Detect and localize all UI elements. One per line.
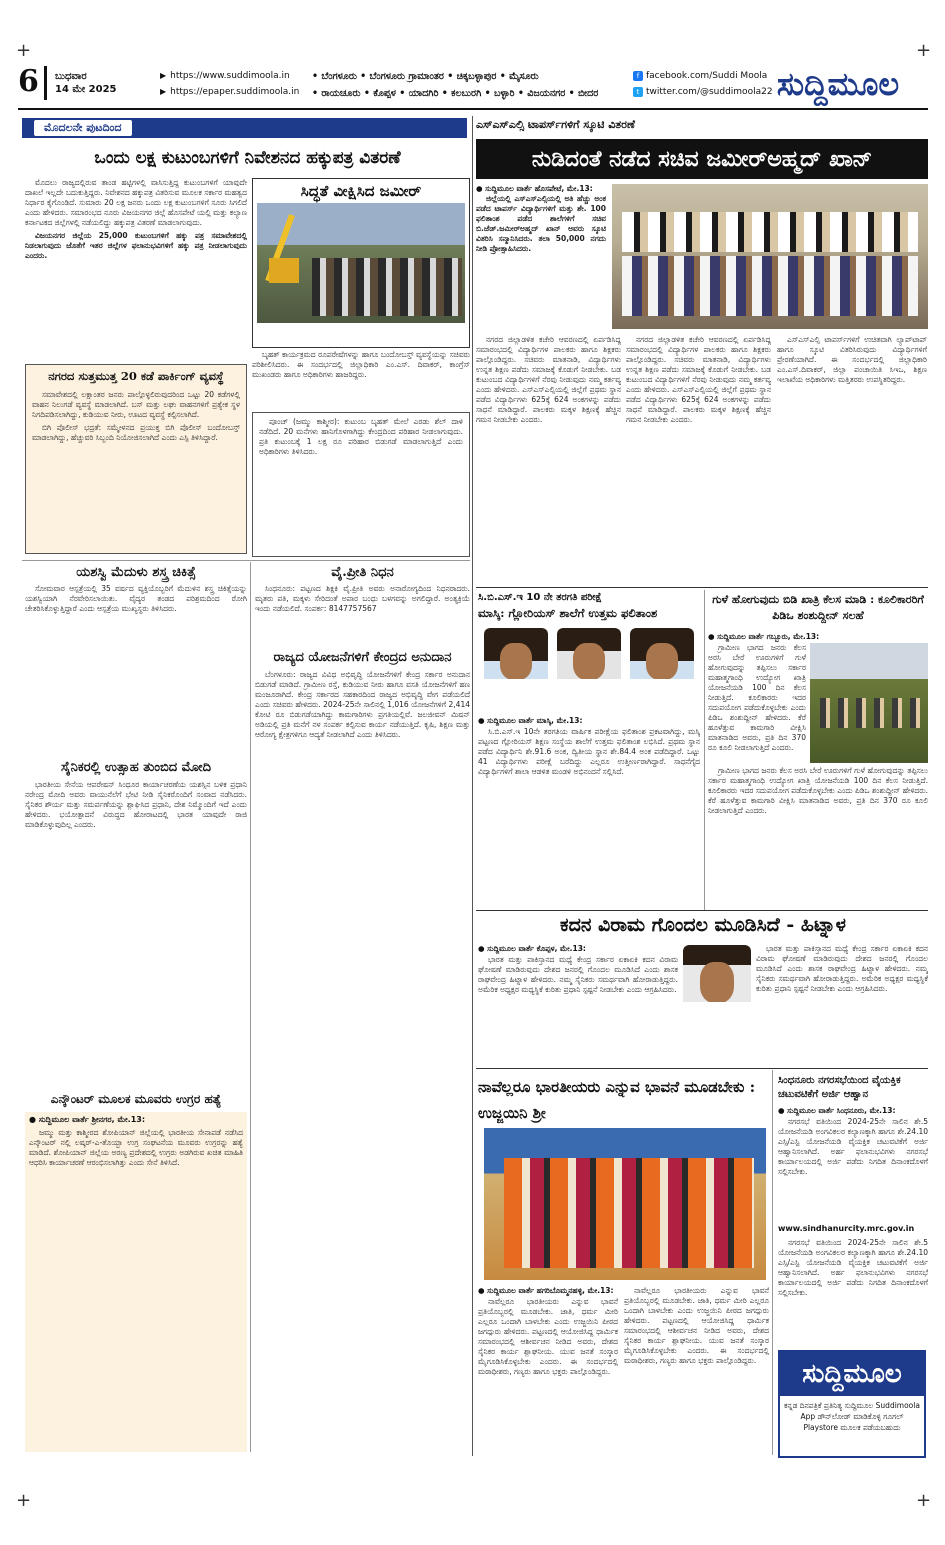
grant-headline: ರಾಜ್ಯದ ಯೋಜನೆಗಳಿಗೆ ಕೇಂದ್ರದ ಅನುದಾನ	[273, 650, 452, 665]
facebook-icon: f	[633, 71, 643, 81]
column-divider	[772, 1070, 773, 1455]
page-number-divider	[44, 66, 47, 100]
page-center-divider	[472, 116, 473, 1456]
arrow-icon: ▶	[160, 71, 167, 80]
cbse-kicker: ಸಿ.ಬಿ.ಎಸ್.ಇ 10 ನೇ ತರಗತಿ ಪರೀಕ್ಷೆ	[478, 592, 602, 603]
sindhanur-body-b: ನಗರಸಭೆ ವತಿಯಿಂದ 2024-25ನೇ ಸಾಲಿನ ಶೇ.5 ಯೋಜನೆಯಡಿ ಅಂಗವಿಕಲರ ಕಲ್ಯಾಣಕ್ಕಾಗಿ ಹಾಗೂ ಶೇ.24.10 ಎಸ್ಸಿ/ಎಸ್ಟಿ ಯೋಜನೆಯಡಿ ವೈಯಕ್ತಿಕ ಚಟುವಟಿಕೆಗೆ ಅರ್ಜಿ ಆಹ್ವಾನಿಸಲಾಗಿದೆ. ಅರ್ಹ ಫಲಾನುಭವಿಗಳು ನಗರಸಭೆ ಕಾರ್ಯಾಲಯದಲ್ಲಿ ಅರ್ಜಿ ಪಡೆದು ನಿಗದಿತ ದಿನಾಂಕದೊಳಗೆ ಸಲ್ಲಿಸಬೇಕು.	[778, 1238, 928, 1297]
dignitaries-row	[622, 212, 918, 252]
main-byline: ● ಸುದ್ದಿಮೂಲ ವಾರ್ತೆ ಹೊಸಪೇಟೆ, ಮೇ.13:	[476, 184, 593, 193]
ujjaini-photo	[484, 1128, 766, 1280]
grant-body: ಬೆಂಗಳೂರು: ರಾಜ್ಯದ ವಿವಿಧ ಅಭಿವೃದ್ಧಿ ಯೋಜನೆಗಳಿಗೆ ಕೇಂದ್ರ ಸರ್ಕಾರ ಅನುದಾನ ಬಿಡುಗಡೆ ಮಾಡಿದೆ. ಗ್ರಾಮೀಣ ರಸ್ತೆ, ಕುಡಿಯುವ ನೀರು ಹಾಗೂ ವಸತಿ ಯೋಜನೆಗಳಿಗೆ ಹಣ ಮಂಜೂರಾಗಿದೆ. ಕೇಂದ್ರ ಸರ್ಕಾರದ ಸಹಕಾರದಿಂದ ರಾಜ್ಯದ ಅಭಿವೃದ್ಧಿ ವೇಗ ಪಡೆಯಲಿದೆ ಎಂದು ಸಚಿವರು ಹೇಳಿದರು. 2024-25ನೇ ಸಾಲಿನಲ್ಲಿ 1,016 ಯೋಜನೆಗಳಿಗೆ 2,414 ಕೋಟಿ ರೂ ಬಿಡುಗಡೆಯಾಗಿದ್ದು ಕಾಮಗಾರಿಗಳು ಪ್ರಗತಿಯಲ್ಲಿವೆ. ಜಲಜೀವನ್ ಮಿಷನ್ ಅಡಿಯಲ್ಲಿ ಪ್ರತಿ ಮನೆಗೆ ನಳ ಸಂಪರ್ಕ ಕಲ್ಪಿಸುವ ಕಾರ್ಯ ನಡೆಯುತ್ತಿದೆ. ಕೃಷಿ, ಶಿಕ್ಷಣ ಮತ್ತು ಆರೋಗ್ಯ ಕ್ಷೇತ್ರಗಳಿಗೂ ಆದ್ಯತೆ ನೀಡಲಾಗಿದೆ ಎಂದು ತಿಳಿಸಿದರು.	[255, 670, 470, 739]
ceasefire-body-b: ಭಾರತ ಮತ್ತು ಪಾಕಿಸ್ತಾನದ ಮಧ್ಯೆ ಕೇಂದ್ರ ಸರ್ಕಾರ ಏಕಾಏಕಿ ಕದನ ವಿರಾಮ ಘೋಷಣೆ ಮಾಡಿರುವುದು ದೇಶದ ಜನರಲ್ಲಿ ಗೊಂದಲ ಮೂಡಿಸಿದೆ ಎಂದು ಶಾಸಕ ರಾಘವೇಂದ್ರ ಹಿಟ್ನಾಳ ಹೇಳಿದರು. ನಮ್ಮ ಸೈನಿಕರು ಸಮರ್ಥವಾಗಿ ಹೋರಾಡುತ್ತಿದ್ದರು. ಅಮೆರಿಕ ಅಧ್ಯಕ್ಷರ ಮಧ್ಯಸ್ಥಿಕೆ ಕುರಿತು ಪ್ರಧಾನಿ ಸ್ಪಷ್ಟನೆ ನೀಡಬೇಕು ಎಂದು ಆಗ್ರಹಿಸಿದರು.	[756, 944, 928, 993]
twitter-icon: t	[633, 87, 643, 97]
crane-body	[269, 258, 299, 283]
date-label: 14 ಮೇ 2025	[55, 84, 117, 95]
poonch-box	[252, 412, 470, 557]
crop-mark: +	[16, 1490, 32, 1511]
divider	[476, 910, 928, 911]
divider	[22, 560, 470, 561]
obituary-headline: ವೈ.ಪ್ರೀತಿ ನಿಧನ	[331, 565, 394, 580]
epaper-link[interactable]: ▶ https://epaper.suddimoola.in	[160, 87, 300, 97]
crop-mark: +	[916, 1490, 932, 1511]
twitter-link[interactable]: t twitter.com/@suddimoola22	[633, 84, 773, 100]
mgnrega-byline: ● ಸುದ್ದಿಮೂಲ ವಾರ್ತೆ ಗಬ್ಬೂರು, ಮೇ.13:	[708, 632, 820, 641]
city-row-1: • ಬೆಂಗಳೂರು • ಬೆಂಗಳೂರು ಗ್ರಾಮಾಂತರ • ಚಿಕ್ಕಬಳ್ಳಾಪುರ • ಮೈಸೂರು	[312, 71, 539, 82]
parking-box	[25, 364, 247, 554]
topper-photos	[478, 624, 700, 714]
photo-caption: ಬೃಹತ್ ಕಾರ್ಯಕ್ರಮದ ರೂಪರೇಷೆಗಳನ್ನು ಹಾಗೂ ಬಂದೋಬಸ್ತ್ ವ್ಯವಸ್ಥೆಯನ್ನು ಸಚಿವರು ಪರಿಶೀಲಿಸಿದರು. ಈ ಸಂದರ್ಭದಲ್ಲಿ ಜಿಲ್ಲಾಧಿಕಾರಿ ಎಂ.ಎಸ್. ದಿವಾಕರ್, ಕಾಂಗ್ರೆಸ್ ಮುಖಂಡರು ಹಾಗೂ ಅಧಿಕಾರಿಗಳು ಹಾಜರಿದ್ದರು.	[252, 350, 470, 379]
sindhanur-headline: ಸಿಂಧನೂರು ನಗರಸಭೆಯಿಂದ ವೈಯಕ್ತಿಕ ಚಟುವಟಿಕೆಗೆ ಅರ್ಜಿ ಆಹ್ವಾನ	[778, 1075, 901, 1100]
surgery-headline: ಯಶಸ್ವಿ ಮೆದುಳು ಶಸ್ತ್ರ ಚಿಕಿತ್ಸೆ	[76, 565, 196, 580]
page-number: 6	[18, 64, 39, 99]
sindhanur-byline: ● ಸುದ್ದಿಮೂಲ ವಾರ್ತೆ ಸಿಂಧನೂರು, ಮೇ.13:	[778, 1106, 896, 1115]
ad-logo: ಸುದ್ದಿಮೂಲ	[780, 1352, 924, 1396]
ujjaini-headline: ನಾವೆಲ್ಲರೂ ಭಾರತೀಯರು ಎನ್ನುವ ಭಾವನೆ ಮೂಡಬೇಕು : ಉಜ್ಜಯಿನಿ ಶ್ರೀ	[478, 1078, 756, 1122]
date-block	[55, 70, 117, 96]
social-links	[633, 68, 773, 100]
right-kicker: ಎಸ್ಎಸ್ಎಲ್ಸಿ ಟಾಪರ್ಸ್‌ಗಳಿಗೆ ಸ್ಕೂಟಿ ವಿತರಣೆ	[476, 118, 635, 131]
students-row	[622, 256, 918, 316]
main-lead: ಜಿಲ್ಲೆಯಲ್ಲಿ ಎಸ್ಎಸ್ಎಲ್ಸಿಯಲ್ಲಿ ಅತಿ ಹೆಚ್ಚು ಅಂಕ ಪಡೆದ ಟಾಪರ್ಸ್ ವಿದ್ಯಾರ್ಥಿಗಳಿಗೆ ಮತ್ತು ಶೇ. 100 ಫಲಿತಾಂಶ ಪಡೆದ ಶಾಲೆಗಳಿಗೆ ಸಚಿವ ಬಿ.ಜೆಡ್.ಜಮೀರ್‌ಅಹ್ಮದ್ ಖಾನ್ ಅವರು ಸ್ಕೂಟಿ ವಿತರಿಸಿ ಸನ್ಮಾನಿಸಿದರು. ತಲಾ 50,000 ನಗದು ನೀಡಿ ಪ್ರೋತ್ಸಾಹಿಸಿದರು.	[476, 194, 606, 253]
parking-headline: ನಗರದ ಸುತ್ತಮುತ್ತ 20 ಕಡೆ ಪಾರ್ಕಿಂಗ್ ವ್ಯವಸ್ಥೆ	[48, 369, 224, 383]
workers	[820, 698, 920, 728]
masthead-rule	[18, 108, 928, 110]
ceasefire-headline: ಕದನ ವಿರಾಮ ಗೊಂದಲ ಮೂಡಿಸಿದೆ - ಹಿಟ್ನಾಳ	[560, 914, 846, 936]
section-kicker: ಮೊದಲನೇ ಪುಟದಿಂದ	[22, 118, 467, 138]
column-divider	[704, 590, 705, 910]
parking-body: ಸಮಾವೇಶದಲ್ಲಿ ಲಕ್ಷಾಂತರ ಜನರು ಪಾಲ್ಗೊಳ್ಳಲಿರುವುದರಿಂದ ಒಟ್ಟು 20 ಕಡೆಗಳಲ್ಲಿ ವಾಹನ ನಿಲುಗಡೆ ವ್ಯವಸ್ಥೆ ಮಾಡಲಾಗಿದೆ. ಬಸ್ ಮತ್ತು ಲಘು ವಾಹನಗಳಿಗೆ ಪ್ರತ್ಯೇಕ ಸ್ಥಳ ನಿಗದಿಪಡಿಸಲಾಗಿದ್ದು, ಕುಡಿಯುವ ನೀರು, ಊಟದ ವ್ಯವಸ್ಥೆ ಕಲ್ಪಿಸಲಾಗಿದೆ. ಬಿಗಿ ಪೊಲೀಸ್ ಭದ್ರತೆ: ಸಮ್ಮೇಳನದ ಪ್ರಯುಕ್ತ ಬಿಗಿ ಪೊಲೀಸ್ ಬಂದೋಬಸ್ತ್ ಮಾಡಲಾಗಿದ್ದು, ಹೆಚ್ಚುವರಿ ಸಿಬ್ಬಂದಿ ನಿಯೋಜಿಸಲಾಗಿದೆ ಎಂದು ಎಸ್ಪಿ ತಿಳಿಸಿದ್ದಾರೆ.	[32, 390, 240, 442]
mgnrega-photo	[810, 643, 928, 763]
website-link[interactable]: ▶ https://www.suddimoola.in	[160, 71, 290, 81]
main-body-col1: ನಗರದ ಜಿಲ್ಲಾಡಳಿತ ಕಚೇರಿ ಆವರಣದಲ್ಲಿ ಏರ್ಪಡಿಸಿದ್ದ ಸಮಾರಂಭದಲ್ಲಿ ವಿದ್ಯಾರ್ಥಿಗಳ ಪಾಲಕರು ಹಾಗೂ ಶಿಕ್ಷಕರು ಪಾಲ್ಗೊಂಡಿದ್ದರು. ಸಚಿವರು ಮಾತನಾಡಿ, ವಿದ್ಯಾರ್ಥಿಗಳು ಉನ್ನತ ಶಿಕ್ಷಣ ಪಡೆದು ಸಮಾಜಕ್ಕೆ ಕೊಡುಗೆ ನೀಡಬೇಕು. ಬಡ ಕುಟುಂಬದ ವಿದ್ಯಾರ್ಥಿಗಳಿಗೆ ನೆರವು ನೀಡುವುದು ನಮ್ಮ ಕರ್ತವ್ಯ ಎಂದು ಹೇಳಿದರು. ಎಸ್ಎಸ್ಎಲ್ಸಿಯಲ್ಲಿ ಜಿಲ್ಲೆಗೆ ಪ್ರಥಮ ಸ್ಥಾನ ಪಡೆದ ವಿದ್ಯಾರ್ಥಿಗಳು 625ಕ್ಕೆ 624 ಅಂಕಗಳನ್ನು ಪಡೆದು ಸಾಧನೆ ಮಾಡಿದ್ದಾರೆ. ಪಾಲಕರು ಮಕ್ಕಳ ಶಿಕ್ಷಣಕ್ಕೆ ಹೆಚ್ಚಿನ ಗಮನ ನೀಡಬೇಕು ಎಂದರು.	[476, 335, 621, 424]
news-photo	[257, 203, 465, 323]
seers-group	[504, 1158, 754, 1268]
right-main-headline: ನುಡಿದಂತೆ ನಡೆದ ಸಚಿವ ಜಮೀರ್‌ಅಹ್ಮದ್ ಖಾನ್	[476, 139, 928, 179]
encounter-body: ಜಮ್ಮು ಮತ್ತು ಕಾಶ್ಮೀರದ ಶೋಪಿಯಾನ್ ಜಿಲ್ಲೆಯಲ್ಲಿ ಭಾರತೀಯ ಸೇನಾಪಡೆ ನಡೆಸಿದ ಎನ್ಕೌಂಟರ್ ನಲ್ಲಿ ಲಷ್ಕರ್-ಎ-ತೊಯ್ಬಾ ಉಗ್ರ ಸಂಘಟನೆಯ ಮೂವರು ಉಗ್ರರನ್ನು ಹತ್ಯೆ ಮಾಡಿದೆ. ಶೋಪಿಯಾನ್ ಜಿಲ್ಲೆಯ ಅರಣ್ಯ ಪ್ರದೇಶದಲ್ಲಿ ಉಗ್ರರು ಅಡಗಿರುವ ಖಚಿತ ಮಾಹಿತಿ ಆಧರಿಸಿ ಕಾರ್ಯಾಚರಣೆ ಆರಂಭಿಸಲಾಗಿತ್ತು ಎಂದು ಸೇನೆ ತಿಳಿಸಿದೆ.	[29, 1128, 243, 1167]
obituary-body: ಸಿಂಧನೂರು: ಪಟ್ಟಣದ ಶಿಕ್ಷಕಿ ವೈ.ಪ್ರೀತಿ ಅವರು ಅನಾರೋಗ್ಯದಿಂದ ನಿಧನರಾದರು. ಮೃತರು ಪತಿ, ಮಕ್ಕಳು ಸೇರಿದಂತೆ ಅಪಾರ ಬಂಧು ಬಳಗವನ್ನು ಅಗಲಿದ್ದಾರೆ. ಅಂತ್ಯಕ್ರಿಯೆ ಇಂದು ನಡೆಯಲಿದೆ. ಸಂಪರ್ಕ: 8147757567	[255, 584, 470, 613]
story1-body: ಮೊದಲು ರಾಜ್ಯದಲ್ಲಿರುವ ತಾಂಡ ಹಟ್ಟಿಗಳಲ್ಲಿ ವಾಸಿಸುತ್ತಿದ್ದ ಕುಟುಂಬಗಳಿಗೆ ಯಾವುದೇ ದಾಖಲೆ ಇಲ್ಲದೇ ಬದುಕುತ್ತಿದ್ದರು. ನಿವೇಶನದ ಹಕ್ಕುಪತ್ರ ವಿತರಿಸುವ ಮೂಲಕ ಸರ್ಕಾರ ಮಹತ್ವದ ನಿರ್ಧಾರ ಕೈಗೊಂಡಿದೆ. ಸುಮಾರು 20 ಲಕ್ಷ ಜನರು ಒಂದು ಲಕ್ಷ ಕುಟುಂಬಗಳಿಗೆ ಸೂರು ಸಿಗಲಿದೆ ಎಂದು ಹೇಳಿದರು. ಸಮಾರಂಭದ ನೂರು ವಿಜಯನಗರ ಜಿಲ್ಲೆ ಹೊಸಪೇಟೆ ಯಲ್ಲಿ ಮತ್ತು ಕಲ್ಯಾಣ ಕರ್ನಾಟಕದ ಜಿಲ್ಲೆಗಳಲ್ಲಿ ನಡೆಯಲಿದ್ದು ಹಕ್ಕುಪತ್ರ ವಿತರಣೆ ಮಾಡಲಾಗುವುದು. ವಿಜಯನಗರ ಜಿಲ್ಲೆಯ 25,000 ಕುಟುಂಬಗಳಿಗೆ ಹಕ್ಕು ಪತ್ರ ಸಮಾವೇಶದಲ್ಲಿ ನಿಡಲಾಗುವುದು ಜೊತೆಗೆ ಇತರ ಜಿಲ್ಲೆಗಳ ಫಲಾನುಭವಿಗಳಿಗೆ ಹಕ್ಕು ಪತ್ರ ನೀಡಲಾಗುವುದು ಎಂದರು.	[25, 178, 247, 260]
main-body-col2: ನಗರದ ಜಿಲ್ಲಾಡಳಿತ ಕಚೇರಿ ಆವರಣದಲ್ಲಿ ಏರ್ಪಡಿಸಿದ್ದ ಸಮಾರಂಭದಲ್ಲಿ ವಿದ್ಯಾರ್ಥಿಗಳ ಪಾಲಕರು ಹಾಗೂ ಶಿಕ್ಷಕರು ಪಾಲ್ಗೊಂಡಿದ್ದರು. ಸಚಿವರು ಮಾತನಾಡಿ, ವಿದ್ಯಾರ್ಥಿಗಳು ಉನ್ನತ ಶಿಕ್ಷಣ ಪಡೆದು ಸಮಾಜಕ್ಕೆ ಕೊಡುಗೆ ನೀಡಬೇಕು. ಬಡ ಕುಟುಂಬದ ವಿದ್ಯಾರ್ಥಿಗಳಿಗೆ ನೆರವು ನೀಡುವುದು ನಮ್ಮ ಕರ್ತವ್ಯ ಎಂದು ಹೇಳಿದರು. ಎಸ್ಎಸ್ಎಲ್ಸಿಯಲ್ಲಿ ಜಿಲ್ಲೆಗೆ ಪ್ರಥಮ ಸ್ಥಾನ ಪಡೆದ ವಿದ್ಯಾರ್ಥಿಗಳು 625ಕ್ಕೆ 624 ಅಂಕಗಳನ್ನು ಪಡೆದು ಸಾಧನೆ ಮಾಡಿದ್ದಾರೆ. ಪಾಲಕರು ಮಕ್ಕಳ ಶಿಕ್ಷಣಕ್ಕೆ ಹೆಚ್ಚಿನ ಗಮನ ನೀಡಬೇಕು ಎಂದರು.	[626, 335, 771, 424]
ujjaini-body-a: ನಾವೆಲ್ಲರೂ ಭಾರತೀಯರು ಎನ್ನುವ ಭಾವನೆ ಪ್ರತಿಯೊಬ್ಬರಲ್ಲಿ ಮೂಡಬೇಕು. ಜಾತಿ, ಧರ್ಮ ಮೀರಿ ಎಲ್ಲರೂ ಒಂದಾಗಿ ಬಾಳಬೇಕು ಎಂದು ಉಜ್ಜಯಿನಿ ಪೀಠದ ಜಗದ್ಗುರು ಹೇಳಿದರು. ಪಟ್ಟಣದಲ್ಲಿ ಆಯೋಜಿಸಿದ್ದ ಧಾರ್ಮಿಕ ಸಮಾರಂಭದಲ್ಲಿ ಆಶೀರ್ವಚನ ನೀಡಿದ ಅವರು, ದೇಶದ ಸೈನಿಕರ ಕಾರ್ಯ ಶ್ಲಾಘನೀಯ. ಯುವ ಜನತೆ ಸಂಸ್ಕಾರ ಮೈಗೂಡಿಸಿಕೊಳ್ಳಬೇಕು ಎಂದರು. ಈ ಸಂದರ್ಭದಲ್ಲಿ ಮಠಾಧೀಶರು, ಗಣ್ಯರು ಹಾಗೂ ಭಕ್ತರು ಪಾಲ್ಗೊಂಡಿದ್ದರು.	[478, 1297, 618, 1376]
student-photo-3	[630, 628, 694, 710]
suddimoola-ad[interactable]	[778, 1350, 926, 1458]
arrow-icon: ▶	[160, 87, 167, 96]
ujjaini-byline: ● ಸುದ್ದಿಮೂಲ ವಾರ್ತೆ ಹಗರಿಬೊಮ್ಮನಹಳ್ಳಿ, ಮೇ.13:	[478, 1286, 614, 1295]
poonch-body: ಪೂಂಚ್ (ಜಮ್ಮು ಕಾಶ್ಮೀರ): ಕುಟುಂಬ ಬೃಹತ್ ಮೇಲೆ ಎರಡು ಶೆಲ್ ದಾಳಿ ನಡೆದಿದೆ. 20 ಮನೆಗಳು ಹಾನಿಗೊಳಗಾಗಿದ್ದು ಕೇಂದ್ರದಿಂದ ಪರಿಹಾರ ನೀಡಲಾಗುವುದು. ಪ್ರತಿ ಕುಟುಂಬಕ್ಕೆ 1 ಲಕ್ಷ ರೂ ಪರಿಹಾರ ಬಿಡುಗಡೆ ಮಾಡಲಾಗುತ್ತಿದೆ ಎಂದು ಅಧಿಕಾರಿಗಳು ತಿಳಿಸಿದರು.	[259, 417, 463, 456]
encounter-headline: ಎನ್ಕೌಂಟರ್ ಮೂಲಕ ಮೂವರು ಉಗ್ರರ ಹತ್ಯೆ	[50, 1092, 222, 1106]
photo-box-siddhate	[252, 178, 470, 348]
ceasefire-body-a: ಭಾರತ ಮತ್ತು ಪಾಕಿಸ್ತಾನದ ಮಧ್ಯೆ ಕೇಂದ್ರ ಸರ್ಕಾರ ಏಕಾಏಕಿ ಕದನ ವಿರಾಮ ಘೋಷಣೆ ಮಾಡಿರುವುದು ದೇಶದ ಜನರಲ್ಲಿ ಗೊಂದಲ ಮೂಡಿಸಿದೆ ಎಂದು ಶಾಸಕ ರಾಘವೇಂದ್ರ ಹಿಟ್ನಾಳ ಹೇಳಿದರು. ನಮ್ಮ ಸೈನಿಕರು ಸಮರ್ಥವಾಗಿ ಹೋರಾಡುತ್ತಿದ್ದರು. ಅಮೆರಿಕ ಅಧ್ಯಕ್ಷರ ಮಧ್ಯಸ್ಥಿಕೆ ಕುರಿತು ಪ್ರಧಾನಿ ಸ್ಪಷ್ಟನೆ ನೀಡಬೇಕು ಎಂದು ಆಗ್ರಹಿಸಿದರು.	[478, 955, 678, 994]
main-body-col3: ಎಸ್ಎಸ್ಎಲ್ಸಿ ಟಾಪರ್ಸ್‌ಗಳಿಗೆ ಉಚಿತವಾಗಿ ಲ್ಯಾಪ್‌ಟಾಪ್ ಹಾಗೂ ಸ್ಕೂಟಿ ವಿತರಿಸಿರುವುದು ವಿದ್ಯಾರ್ಥಿಗಳಿಗೆ ಪ್ರೇರಣೆಯಾಗಿದೆ. ಈ ಸಂದರ್ಭದಲ್ಲಿ ಜಿಲ್ಲಾಧಿಕಾರಿ ಎಂ.ಎಸ್.ದಿವಾಕರ್, ಜಿಲ್ಲಾ ಪಂಚಾಯಿತಿ ಸಿಇಒ, ಶಿಕ್ಷಣ ಇಲಾಖೆಯ ಅಧಿಕಾರಿಗಳು ಮತ್ತಿತರರು ಉಪಸ್ಥಿತರಿದ್ದರು.	[777, 335, 927, 384]
mla-photo	[683, 945, 751, 1037]
city-row-2: • ರಾಯಚೂರು • ಕೊಪ್ಪಳ • ಯಾದಗಿರಿ • ಕಲಬುರಗಿ • ಬಳ್ಳಾರಿ • ವಿಜಯನಗರ • ಬೀದರ	[312, 88, 599, 99]
url-block	[160, 68, 299, 100]
column-divider	[250, 562, 251, 1452]
facebook-link[interactable]: f facebook.com/Suddi Moola	[633, 68, 773, 84]
crop-mark: +	[916, 40, 932, 61]
city-list	[312, 68, 630, 102]
day-label: ಬುಧವಾರ	[55, 71, 87, 82]
divider	[476, 1068, 928, 1069]
divider	[476, 587, 928, 588]
cbse-headline: ಮಾಸ್ಕಿ: ಗ್ಲೋರಿಯಸ್ ಶಾಲೆಗೆ ಉತ್ತಮ ಫಲಿತಾಂಶ	[478, 606, 658, 620]
ad-text: ಕನ್ನಡ ದಿನಪತ್ರಿಕೆ ಪ್ರತಿನಿತ್ಯ ಸುದ್ದಿಮೂಲ Suddimoola App ಡೌನ್‌ಲೋಡ್ ಮಾಡಿಕೊಳ್ಳಿ ಗೂಗಲ್ Playstore ಮೂಲಕ ಪಡೆಯಬಹುದು	[784, 1401, 920, 1432]
ujjaini-body-b: ನಾವೆಲ್ಲರೂ ಭಾರತೀಯರು ಎನ್ನುವ ಭಾವನೆ ಪ್ರತಿಯೊಬ್ಬರಲ್ಲಿ ಮೂಡಬೇಕು. ಜಾತಿ, ಧರ್ಮ ಮೀರಿ ಎಲ್ಲರೂ ಒಂದಾಗಿ ಬಾಳಬೇಕು ಎಂದು ಉಜ್ಜಯಿನಿ ಪೀಠದ ಜಗದ್ಗುರು ಹೇಳಿದರು. ಪಟ್ಟಣದಲ್ಲಿ ಆಯೋಜಿಸಿದ್ದ ಧಾರ್ಮಿಕ ಸಮಾರಂಭದಲ್ಲಿ ಆಶೀರ್ವಚನ ನೀಡಿದ ಅವರು, ದೇಶದ ಸೈನಿಕರ ಕಾರ್ಯ ಶ್ಲಾಘನೀಯ. ಯುವ ಜನತೆ ಸಂಸ್ಕಾರ ಮೈಗೂಡಿಸಿಕೊಳ್ಳಬೇಕು ಎಂದರು. ಈ ಸಂದರ್ಭದಲ್ಲಿ ಮಠಾಧೀಶರು, ಗಣ್ಯರು ಹಾಗೂ ಭಕ್ತರು ಪಾಲ್ಗೊಂಡಿದ್ದರು.	[624, 1286, 769, 1365]
crowd	[312, 258, 462, 316]
crop-mark: +	[16, 40, 32, 61]
encounter-box	[25, 1112, 247, 1452]
ceasefire-byline: ● ಸುದ್ದಿಮೂಲ ವಾರ್ತೆ ಕೊಪ್ಪಳ, ಮೇ.13:	[478, 944, 586, 953]
mgnrega-headline: ಗುಳೆ ಹೋಗುವುದು ಬಿಡಿ ಖಾತ್ರಿ ಕೆಲಸ ಮಾಡಿ : ಕೂಲಿಕಾರರಿಗೆ ಪಿಡಿಒ ಶಂಶುದ್ದೀನ್ ಸಲಹೆ	[712, 593, 924, 622]
student-photo-1	[484, 628, 548, 710]
modi-headline: ಸೈನಿಕರಲ್ಲಿ ಉತ್ಸಾಹ ತುಂಬಿದ ಮೋದಿ	[61, 760, 211, 775]
surgery-body: ಸೋಮವಾರ ಆಸ್ಪತ್ರೆಯಲ್ಲಿ 35 ವರ್ಷದ ವ್ಯಕ್ತಿಯೊಬ್ಬರಿಗೆ ಮೆದುಳಿನ ಶಸ್ತ್ರ ಚಿಕಿತ್ಸೆಯನ್ನು ಯಶಸ್ವಿಯಾಗಿ ನೆರವೇರಿಸಲಾಯಿತು. ವೈದ್ಯರ ತಂಡದ ಪರಿಶ್ರಮದಿಂದ ರೋಗಿ ಚೇತರಿಸಿಕೊಳ್ಳುತ್ತಿದ್ದಾರೆ ಎಂದು ಆಸ್ಪತ್ರೆಯ ಮುಖ್ಯಸ್ಥರು ತಿಳಿಸಿದರು.	[25, 584, 247, 613]
story1-headline: ಒಂದು ಲಕ್ಷ ಕುಟುಂಬಗಳಿಗೆ ನಿವೇಶನದ ಹಕ್ಕುಪತ್ರ ವಿತರಣೆ	[94, 148, 401, 168]
sindhanur-body: ನಗರಸಭೆ ವತಿಯಿಂದ 2024-25ನೇ ಸಾಲಿನ ಶೇ.5 ಯೋಜನೆಯಡಿ ಅಂಗವಿಕಲರ ಕಲ್ಯಾಣಕ್ಕಾಗಿ ಹಾಗೂ ಶೇ.24.10 ಎಸ್ಸಿ/ಎಸ್ಟಿ ಯೋಜನೆಯಡಿ ವೈಯಕ್ತಿಕ ಚಟುವಟಿಕೆಗೆ ಅರ್ಜಿ ಆಹ್ವಾನಿಸಲಾಗಿದೆ. ಅರ್ಹ ಫಲಾನುಭವಿಗಳು ನಗರಸಭೆ ಕಾರ್ಯಾಲಯದಲ್ಲಿ ಅರ್ಜಿ ಪಡೆದು ನಿಗದಿತ ದಿನಾಂಕದೊಳಗೆ ಸಲ್ಲಿಸಬೇಕು.	[778, 1117, 928, 1176]
encounter-byline: ● ಸುದ್ದಿಮೂಲ ವಾರ್ತೆ ಶ್ರೀನಗರ, ಮೇ.13:	[29, 1115, 146, 1124]
mgnrega-body-b: ಗ್ರಾಮೀಣ ಭಾಗದ ಜನರು ಕೆಲಸ ಅರಸಿ ಬೇರೆ ಊರುಗಳಿಗೆ ಗುಳೆ ಹೋಗುವುದನ್ನು ತಪ್ಪಿಸಲು ಸರ್ಕಾರ ಮಹಾತ್ಮಗಾಂಧಿ ಉದ್ಯೋಗ ಖಾತ್ರಿ ಯೋಜನೆಯಡಿ 100 ದಿನ ಕೆಲಸ ನೀಡುತ್ತಿದೆ. ಕೂಲಿಕಾರರು ಇದರ ಸದುಪಯೋಗ ಪಡೆದುಕೊಳ್ಳಬೇಕು ಎಂದು ಪಿಡಿಒ ಶಂಶುದ್ದೀನ್ ಹೇಳಿದರು. ಕೆರೆ ಹೂಳೆತ್ತುವ ಕಾಮಗಾರಿ ವೀಕ್ಷಿಸಿ ಮಾತನಾಡಿದ ಅವರು, ಪ್ರತಿ ದಿನ 370 ರೂ ಕೂಲಿ ನೀಡಲಾಗುತ್ತಿದೆ ಎಂದರು.	[708, 766, 928, 815]
mgnrega-body-a: ಗ್ರಾಮೀಣ ಭಾಗದ ಜನರು ಕೆಲಸ ಅರಸಿ ಬೇರೆ ಊರುಗಳಿಗೆ ಗುಳೆ ಹೋಗುವುದನ್ನು ತಪ್ಪಿಸಲು ಸರ್ಕಾರ ಮಹಾತ್ಮಗಾಂಧಿ ಉದ್ಯೋಗ ಖಾತ್ರಿ ಯೋಜನೆಯಡಿ 100 ದಿನ ಕೆಲಸ ನೀಡುತ್ತಿದೆ. ಕೂಲಿಕಾರರು ಇದರ ಸದುಪಯೋಗ ಪಡೆದುಕೊಳ್ಳಬೇಕು ಎಂದು ಪಿಡಿಒ ಶಂಶುದ್ದೀನ್ ಹೇಳಿದರು. ಕೆರೆ ಹೂಳೆತ್ತುವ ಕಾಮಗಾರಿ ವೀಕ್ಷಿಸಿ ಮಾತನಾಡಿದ ಅವರು, ಪ್ರತಿ ದಿನ 370 ರೂ ಕೂಲಿ ನೀಡಲಾಗುತ್ತಿದೆ ಎಂದರು.	[708, 643, 806, 752]
newspaper-logo: ಸುದ್ದಿಮೂಲ	[776, 65, 900, 103]
cbse-body: ಸಿ.ಬಿ.ಎಸ್.ಇ 10ನೇ ತರಗತಿಯ ವಾರ್ಷಿಕ ಪರೀಕ್ಷೆಯ ಫಲಿತಾಂಶ ಪ್ರಕಟವಾಗಿದ್ದು, ಮಸ್ಕಿ ಪಟ್ಟಣದ ಗ್ಲೋರಿಯಸ್ ಶಿಕ್ಷಣ ಸಂಸ್ಥೆಯ ಶಾಲೆಗೆ ಉತ್ತಮ ಫಲಿತಾಂಶ ಲಭಿಸಿದೆ. ಪ್ರಥಮ ಸ್ಥಾನ ಪಡೆದ ವಿದ್ಯಾರ್ಥಿನಿ ಶೇ.91.6 ಅಂಕ, ದ್ವಿತೀಯ ಸ್ಥಾನ ಶೇ.84.4 ಅಂಕ ಪಡೆದಿದ್ದಾರೆ. ಒಟ್ಟು 41 ವಿದ್ಯಾರ್ಥಿಗಳು ಪರೀಕ್ಷೆ ಬರೆದಿದ್ದು ಎಲ್ಲರೂ ಉತ್ತೀರ್ಣರಾಗಿದ್ದಾರೆ. ಸಾಧನೆಗೈದ ವಿದ್ಯಾರ್ಥಿಗಳಿಗೆ ಶಾಲಾ ಆಡಳಿತ ಮಂಡಳಿ ಅಭಿನಂದನೆ ಸಲ್ಲಿಸಿದೆ.	[478, 727, 700, 776]
sindhanur-website[interactable]: www.sindhanurcity.mrc.gov.in	[778, 1224, 915, 1233]
modi-body: ಭಾರತೀಯ ಸೇನೆಯ ಆಪರೇಷನ್ ಸಿಂಧೂರ ಕಾರ್ಯಾಚರಣೆಯ ಯಶಸ್ಸಿನ ಬಳಿಕ ಪ್ರಧಾನಿ ನರೇಂದ್ರ ಮೋದಿ ಅವರು ವಾಯುನೆಲೆಗೆ ಭೇಟಿ ನೀಡಿ ಸೈನಿಕರೊಂದಿಗೆ ಸಂವಾದ ನಡೆಸಿದರು. ಸೈನಿಕರ ಶೌರ್ಯ ಮತ್ತು ಸಮರ್ಪಣೆಯನ್ನು ಶ್ಲಾಘಿಸಿದ ಪ್ರಧಾನಿ, ದೇಶ ನಿಮ್ಮೊಂದಿಗೆ ಇದೆ ಎಂದು ಹೇಳಿದರು. ಭಯೋತ್ಪಾದನೆ ವಿರುದ್ಧದ ಹೋರಾಟದಲ್ಲಿ ಭಾರತ ಯಾವುದೇ ರಾಜಿ ಮಾಡಿಕೊಳ್ಳುವುದಿಲ್ಲ ಎಂದರು.	[25, 780, 247, 829]
cbse-byline: ● ಸುದ್ದಿಮೂಲ ವಾರ್ತೆ ಮಾಸ್ಕಿ, ಮೇ.13:	[478, 716, 583, 725]
student-photo-2	[557, 628, 621, 710]
photo-title: ಸಿದ್ಧತೆ ವೀಕ್ಷಿಸಿದ ಜಮೀರ್	[300, 182, 422, 200]
scooty-event-photo	[612, 184, 928, 329]
